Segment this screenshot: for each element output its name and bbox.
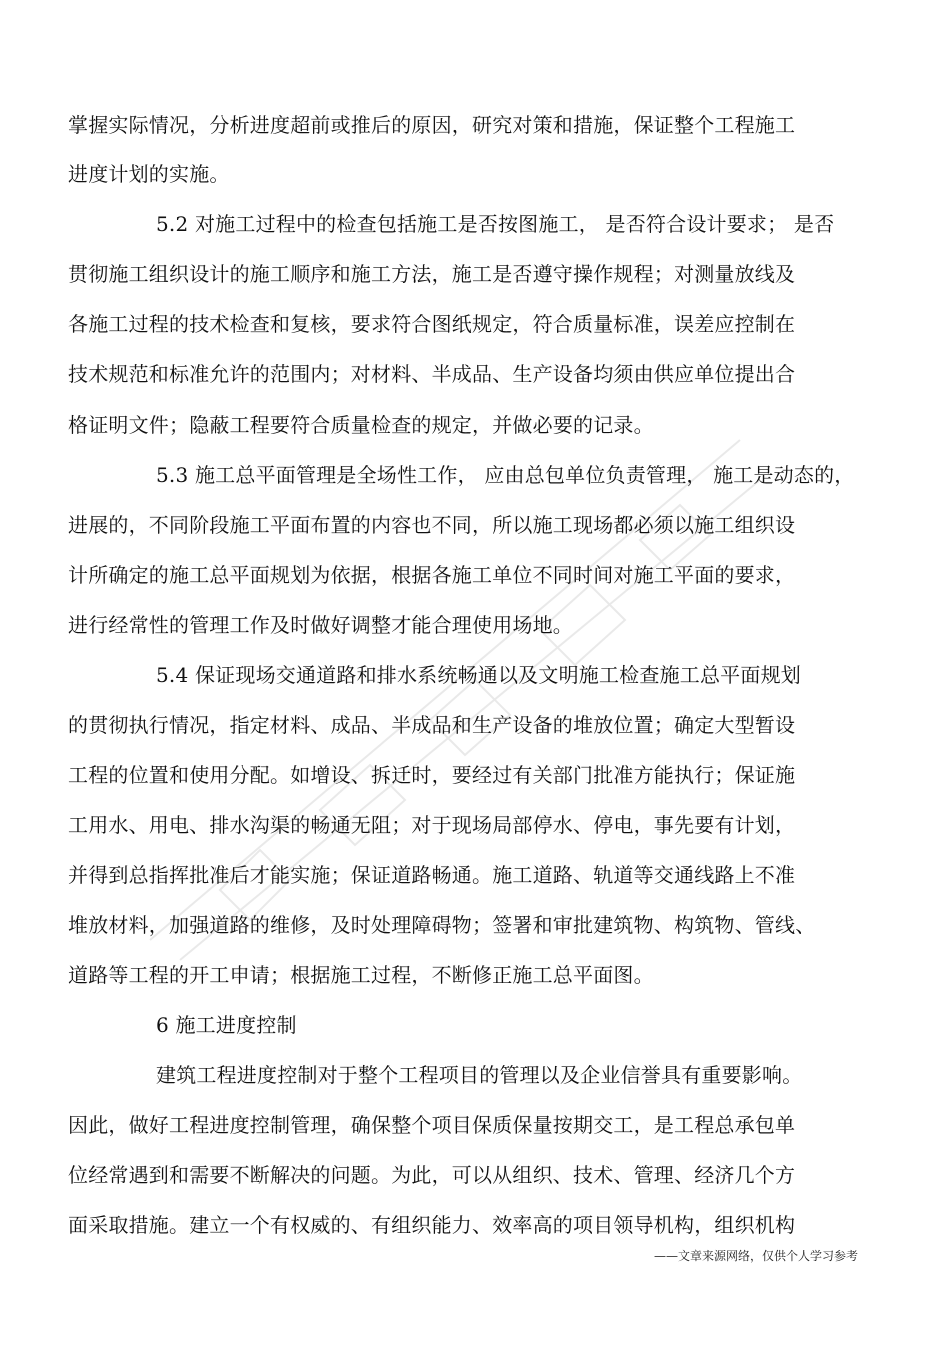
section-5-4-line: 5.4 保证现场交通道路和排水系统畅通以及文明施工检查施工总平面规划 [156, 663, 801, 687]
text-line: 因此，做好工程进度控制管理，确保整个项目保质保量按期交工，是工程总承包单 [68, 1113, 796, 1137]
section-6-heading: 6 施工进度控制 [156, 1013, 297, 1037]
text-line: 面采取措施。建立一个有权威的、有组织能力、效率高的项目领导机构，组织机构 [68, 1213, 796, 1237]
text-line: 各施工过程的技术检查和复核，要求符合图纸规定，符合质量标准，误差应控制在 [68, 312, 796, 336]
watermark-graphic [120, 420, 760, 980]
section-5-2-line: 5.2 对施工过程中的检查包括施工是否按图施工， 是否符合设计要求； 是否 [156, 212, 835, 236]
text-line: 进度计划的实施。 [68, 162, 230, 186]
text-line: 道路等工程的开工申请；根据施工过程，不断修正施工总平面图。 [68, 963, 654, 987]
text-line: 计所确定的施工总平面规划为依据，根据各施工单位不同时间对施工平面的要求， [68, 563, 796, 587]
text-line: 位经常遇到和需要不断解决的问题。为此，可以从组织、技术、管理、经济几个方 [68, 1163, 796, 1187]
text-line: 堆放材料，加强道路的维修，及时处理障碍物；签署和审批建筑物、构筑物、管线、 [68, 913, 816, 937]
text-line: 掌握实际情况，分析进度超前或推后的原因，研究对策和措施，保证整个工程施工 [68, 113, 796, 137]
text-line: 格证明文件；隐蔽工程要符合质量检查的规定，并做必要的记录。 [68, 413, 654, 437]
section-5-3-line: 5.3 施工总平面管理是全场性工作， 应由总包单位负责管理， 施工是动态的， [156, 463, 855, 487]
text-line: 工用水、用电、排水沟渠的畅通无阻；对于现场局部停水、停电，事先要有计划， [68, 813, 796, 837]
text-line: 工程的位置和使用分配。如增设、拆迁时，要经过有关部门批准方能执行；保证施 [68, 763, 796, 787]
text-line: 技术规范和标准允许的范围内；对材料、半成品、生产设备均须由供应单位提出合 [68, 362, 796, 386]
text-line: 进行经常性的管理工作及时做好调整才能合理使用场地。 [68, 613, 573, 637]
text-line: 贯彻施工组织设计的施工顺序和施工方法，施工是否遵守操作规程；对测量放线及 [68, 262, 796, 286]
text-line: 的贯彻执行情况，指定材料、成品、半成品和生产设备的堆放位置；确定大型暂设 [68, 713, 796, 737]
source-footer: ——文章来源网络，仅供个人学习参考 [653, 1249, 858, 1263]
text-line: 并得到总指挥批准后才能实施；保证道路畅通。施工道路、轨道等交通线路上不准 [68, 863, 796, 887]
paragraph-start-line: 建筑工程进度控制对于整个工程项目的管理以及企业信誉具有重要影响。 [156, 1063, 803, 1087]
text-line: 进展的，不同阶段施工平面布置的内容也不同，所以施工现场都必须以施工组织设 [68, 513, 796, 537]
